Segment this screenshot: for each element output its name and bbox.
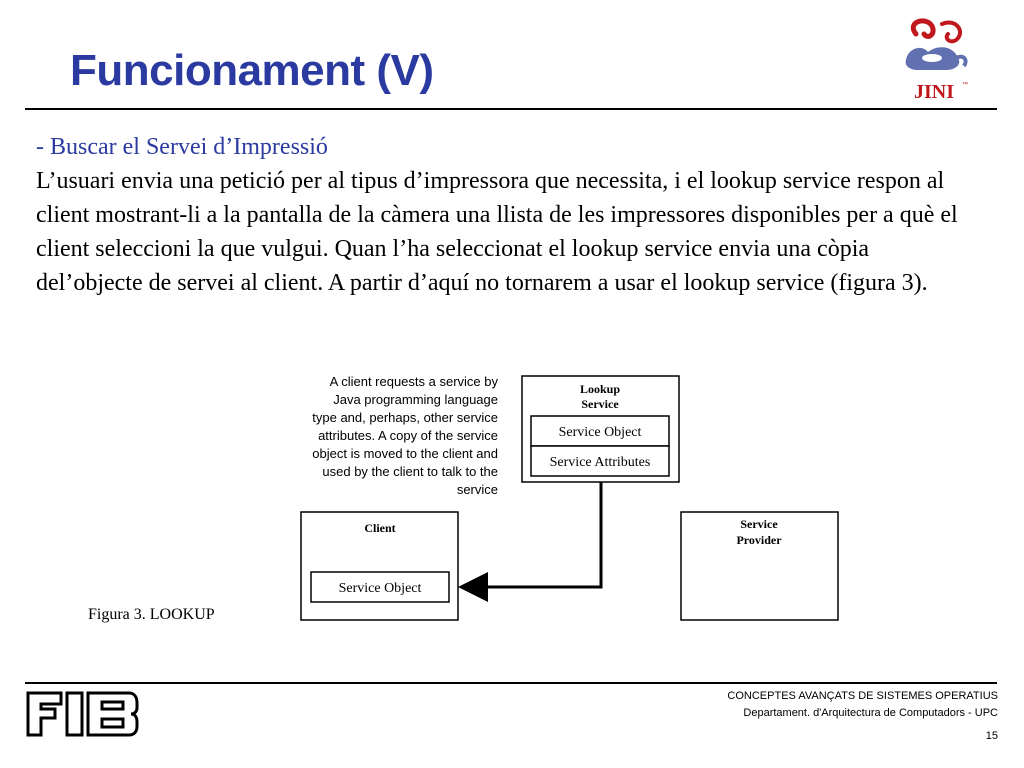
fib-logo-text: FIB (25, 690, 27, 691)
body-paragraph: L’usuari envia una petició per al tipus d’impressora que necessita, i el lookup service respon al client mostrant-li a la pantalla de la càmera una llista de les impressores disponibles per a què el client seleccioni la que vulgui. Quan l’ha seleccionat el lookup service envia una còpia del’objecte de servei al client. A partir d’aquí no tornarem a usar el lookup service (figura 3). (36, 168, 958, 296)
lookup-title-line1: Lookup (579, 382, 621, 396)
client-service-object: Service Object (338, 581, 422, 596)
note-line: Java programming language (333, 392, 498, 407)
diagram-note (312, 374, 498, 497)
page-number: 15 (985, 730, 998, 742)
footer-department: Departament. d'Arquitectura de Computadors - UPC (743, 707, 998, 719)
jini-logo-text: JINI (913, 81, 955, 103)
slide-body (36, 130, 966, 300)
client-box (301, 512, 458, 620)
footer (727, 688, 998, 745)
copy-arrow (461, 482, 601, 587)
fib-logo (25, 690, 140, 738)
client-title: Client (364, 521, 396, 535)
note-line: type and, perhaps, other service (312, 410, 498, 425)
figure-caption: Figura 3. LOOKUP (88, 606, 215, 623)
footer-course: CONCEPTES AVANÇATS DE SISTEMES OPERATIUS (727, 690, 998, 702)
jini-trademark: ™ (962, 82, 968, 88)
note-line: object is moved to the client and (312, 446, 498, 461)
jini-logo (898, 14, 970, 106)
lookup-diagram (285, 370, 855, 630)
slide-title: Funcionament (V) (70, 46, 434, 95)
bullet-heading: - Buscar el Servei d’Impressió (36, 134, 328, 160)
footer-divider (25, 682, 997, 684)
lookup-title-line2: Service (581, 397, 619, 411)
note-line: service (456, 482, 498, 497)
note-line: attributes. A copy of the service (318, 428, 498, 443)
note-line: A client requests a service by (329, 374, 498, 389)
note-line: used by the client to talk to the (322, 464, 498, 479)
lookup-service-object: Service Object (558, 425, 642, 440)
lookup-service-attributes: Service Attributes (549, 455, 651, 470)
lookup-service-box (522, 376, 679, 482)
service-provider-box (681, 512, 838, 620)
provider-title-line1: Service (740, 517, 778, 531)
title-divider (25, 108, 997, 110)
provider-title-line2: Provider (736, 533, 782, 547)
